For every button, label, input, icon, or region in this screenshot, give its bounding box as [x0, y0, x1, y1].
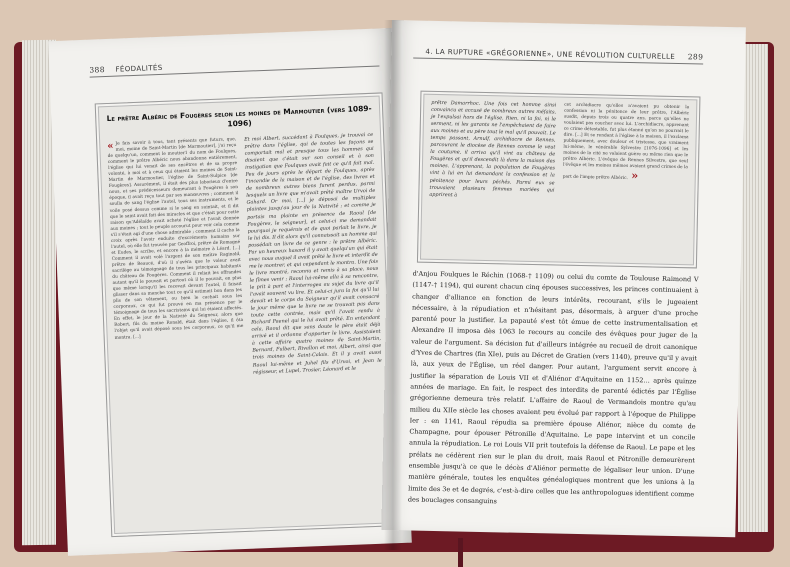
box-continued-column-right-text: cet archidiacre qu'elles n'avaient pu obtenir la confession ni la pénitence de leur prêtre, l'Albéric susdit, depuis trois ou quatre ans, parce qu'elles ne voulaient pas coucher avec lui. L'archidiacre, apprenant ce crime détestable, fut plus étonné qu'on ne pourrait le dire. [...] Et se rendant à l'église à la maison, il l'exclama publiquement, avec douleur et tristesse, que vraiment lui-même, le vénérable Sylvestre [1076-1096] et les moines de la cité ne valaient guère ou même rien que le prêtre Albéric. L'évêque de Rennes Silvestre, que seul l'évêque et les moines mêmes avaient grand crimes de la part de l'impie prêtre Albéric.: [562, 102, 690, 181]
left-page: [48, 28, 412, 556]
sidebar-box: [95, 92, 399, 537]
open-quote-icon: «: [107, 140, 114, 153]
right-running-head-title: 4. LA RUPTURE «GRÉGORIENNE», UNE RÉVOLUTION CULTURELLE: [425, 47, 676, 61]
box-continued-column-left: prêtre Damarrhoc. Une fois cet homme ainsi convaincu et accusé de nombreux autres méfaits, je l'expulsai hors de l'église. Rien, ni la foi, ni le serment, ni les garants ne l'empêchaient de faire aux moines et au père tout le mal qu'il pouvait. Le temps passant, Arnulf, archidiacre de Rennes, parcourant le diocèse de Rennes comme le veut la coutume, il arriva qu'il vint au château de Fougères et qu'il descendit là dans la maison des moines. L'apprenant, la population de Fougères vint à lui en lui demandant la confession et la pénitence pour leurs péchés. Parmi eux se trouvaient plusieurs femmes mariées qui apprirent à: [429, 99, 557, 199]
box-column-left: [107, 137, 245, 381]
sidebar-box-continued: [417, 91, 701, 269]
box-title: Le prêtre Albéric de Fougères selon les moines de Marmoutier (vers 1089-1096): [106, 103, 372, 129]
left-page-number: 388: [89, 65, 106, 75]
ribbon-bookmark: [458, 538, 463, 567]
left-running-head: [89, 55, 379, 78]
body-paragraph: d'Anjou Foulques le Réchin (1068-† 1109) ou celui du comte de Toulouse Raimond V (1147-† 1194), qui eurent chacun cinq épouses successives, les princes continuaient à changer d'alliance en fonction de leurs intérêts, recourant, s'ils le jugeaient nécessaire, à la répudiation et n'hésitant pas, désormais, à arguer d'une proche parenté pour la justifier. La papauté s'est tôt émue de cette instrumentalisation et Alexandre II imposa dès 1063 le recours au concile des évêques pour juger de la valeur de l'argument. Sa décision fut d'ailleurs intégrée au recueil de droit canonique d'Yves de Chartres (fin XIe), puis au Décret de Gratien (vers 1140), preuve qu'il y avait là, aux yeux de l'Église, un réel danger. Pour autant, l'argument servit encore à justifier la séparation de Louis VII et d'Aliénor d'Aquitaine en 1152… après quinze années de mariage. En fait, le respect des interdits de parenté édictés par l'Église grégorienne demeura très relatif. L'affaire de Raoul de Vermandois montre qu'au milieu du XIIe siècle les choses avaient peu évolué par rapport à l'époque de Philippe Ier : en 1141, Raoul répudia sa première épouse Aliénor, nièce du comte de Champagne, pour épouser Pétronille d'Aquitaine. Le pape intervint et un concile annula la répudiation. Le roi Louis VII prit toutefois la défense de Raoul. Le pape et les prélats ne cédèrent rien sur le plan du droit, mais Raoul et Pétronille demeurèrent ensemble jusqu'à ce que le décès d'Aliénor permette de légaliser leur union. D'une manière générale, toutes les enquêtes généalogiques montrent que les unions à la limite des 3e et 4e degrés, c'est-à-dire celles que les anthropologues identifient comme des bouclages consanguins: [407, 269, 699, 506]
box-column-right: Et moi Albert, succédant à Foulques, je trouvai ce prêtre dans l'église, qui de toutes les façons se comportait mal et presque tous les hommes qui disaient que c'était sur son conseil et à son instigation que Foulques avait fait ce qu'il fait mal. Peu de jours après le départ de Foulques, après l'incendie de la maison et de l'église, des livres et de nombreux autres biens furent perdus, parmi lesquels un livre que m'avait prêté maître Urvoi de Gahard. Or moi, [...] je déposai de multiples plaintes jusqu'au jour de la Nativité ; et comme je portais ma plainte en présence de Raoul [de Fougères, le seigneur], et celui-ci me demandait pourquoi je requérais et de quoi parlait le livre, je le lui dis. Il dit alors qu'il connaissait un homme qui possédait un livre de ce genre : le prêtre Albéric. Par un heureux hasard il y avait quelqu'un qui était avec nous auquel il avait prêté le livre et interdit de me le montrer, et qui cependant le montra. Une fois le livre montré, reconnu et remis à sa place, nous le fîmes venir ; Raoul lui-même alla à sa rencontre, le prit à part et l'interrogea au sujet du livre qu'il l'avait souvent vu lire. Et celui-ci jura la foi qu'il lui devait et le corps du Seigneur qu'il avait consacré le jour même que le livre ne se trouvait pas dans toute cette contrée, mais qu'il l'avait rendu à Richard Paenel qui le lui avait prêté. En entendant cela, Raoul dit que sans doute le père était déjà arrivé et il ordonna d'apporter le livre. Assistaient à cette affaire quatre moines de Saint-Martin, Bernard, Fulbert, Rivallon et moi, Albert, ainsi que trois moines de Saint-Calais. Et il y avait aussi Raoul lui-même et Juhel fils d'Urvoi, et Jean le régisseur, et Lupel, Trosier, Léonard et le: [244, 131, 382, 376]
right-page: [381, 20, 746, 537]
spine-shadow: [384, 20, 402, 550]
right-page-number: 289: [687, 52, 704, 62]
left-running-head-title: FÉODALITÉS: [115, 63, 163, 74]
right-running-head: [413, 46, 703, 64]
box-continued-column-right: [562, 103, 689, 204]
box-column-left-text: Je fais savoir à tous, tant présents que futurs, que, moi, moine de Saint-Martin [de Marmoutier], j'ai reçu de quelqu'un, comment le moutier1 du nom de Foulques, comment le prêtre Albéric nous abandonna entièrement, l'église qui lui venait de ses ancêtres et de sa propre volonté, à moi et à ceux qui étaient les moines de Saint-Martin de Marmoutier, l'église de Saint-Sulpice [de Fougères]. Assurément, il était des plus laborieux d'entre nous, et ses prédécesseurs demeurant à Fougères à son époque, il avait reçu tout par ses manœuvres ; comment il soulla de sang l'église l'autel, tous ses instruments, et le voile posé dessus comme si le sang en suintait, et il dit que le saint avait fait des miracles et que c'était pour cette raison qu'Adélaïde avait acheté l'église et l'avait donnée aux moines ; tout le peuple accourut pour voir cela comme s'il s'était agi d'une chose admirable ; comment il cacha la croix après l'avoir enduite d'excréments humains sur l'autel, où elle fut trouvée par Geoffroi, prêtre de Romagné et Eudes, le scribe, et encore à la mémoire à Léard. [...] Comment il avait volé l'argent de son maître Raginald, prêtre de Beaucé, d'où il s'avéra que le voleur avait sacrilège au témoignage de tous les principaux habitants du château de Fougères. Comment il reliait les offrandes autant qu'il le pouvait et partout où il le pouvait, en plus que même lorsqu'il les recevait devant l'autel, il faisait glisser dans sa manche tout ce qu'il estimait bon dans les plis de son vêtement, ou bien le cachait sous les corporaux, ce qui fut prouvé en ma présence par le témoignage de tous les sacristains qui lui étaient affectés. En effet, le jour de la Nativité du Seigneur, alors que Robert, fils du moine Ronald, était dans l'église, il ôta l'objet qu'il avait déposé sous les corporaux, ce qu'il me montra. [...]: [107, 137, 244, 341]
close-quote-icon: »: [631, 168, 639, 182]
